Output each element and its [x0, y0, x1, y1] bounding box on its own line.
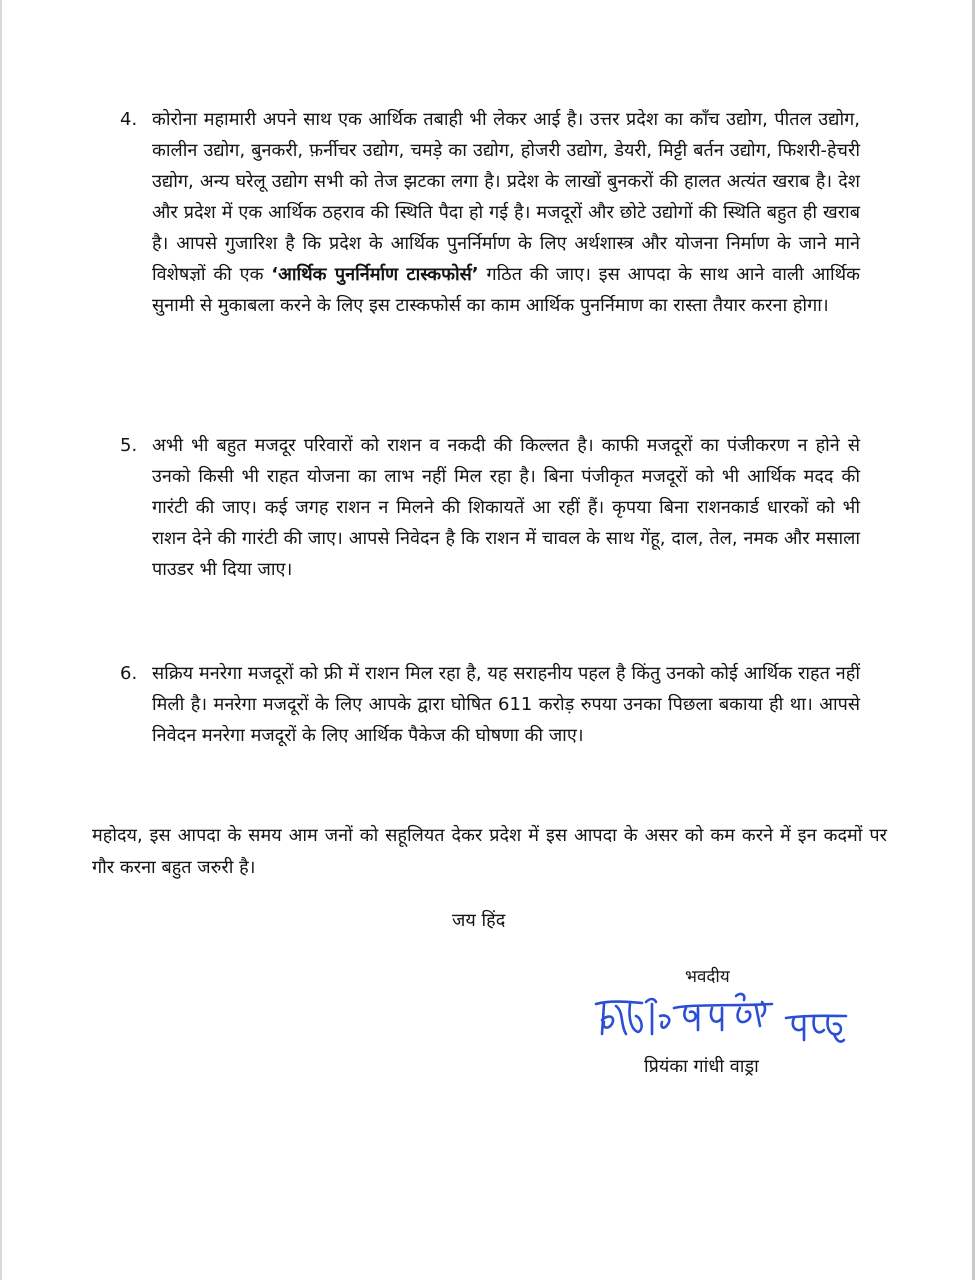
item-text-part: गठित की जाए। इस आपदा के साथ आने वाली आर्थिक सुनामी से मुकाबला करने के लिए इस टास्कफोर्स का काम आर्थिक पुनर्निमाण का रास्ता तैयार करना होगा। [152, 264, 860, 316]
item-number: 4. [120, 109, 138, 130]
item-text: सक्रिय मनरेगा मजदूरों को फ्री में राशन मिल रहा है, यह सराहनीय पहल है किंतु उनको कोई आर्थिक राहत नहीं मिली है। मनरेगा मजदूरों के लिए आपके द्वारा घोषित 611 करोड़ रुपया उनका पिछला बकाया ही था। आपसे निवेदन मनरेगा मजदूरों के लिए आर्थिक पैकेज की घोषणा की जाए। [152, 663, 860, 746]
closing-paragraph: महोदय, इस आपदा के समय आम जनों को सहूलियत देकर प्रदेश में इस आपदा के असर को कम करने में इन कदमों पर गौर करना बहुत जरुरी है। [92, 825, 887, 878]
item-text [152, 104, 860, 321]
item-number: 5. [120, 435, 138, 456]
item-text-part: कोरोना महामारी अपने साथ एक आर्थिक तबाही भी लेकर आई है। उत्तर प्रदेश का काँच उद्योग, पीतल उद्योग, कालीन उद्योग, बुनकरी, फ़र्नीचर उद्योग, चमड़े का उद्योग, होजरी उद्योग, डेयरी, मिट्टी बर्तन उद्योग, फिशरी-हेचरी उद्योग, अन्य घरेलू उद्योग सभी को तेज झटका लगा है। प्रदेश के लाखों बुनकरों की हालत अत्यंत खराब है। देश और प्रदेश में एक आर्थिक ठहराव की स्थिति पैदा हो गई है। मजदूरों और छोटे उद्योगों की स्थिति बहुत ही खराब है। आपसे गुजारिश है कि प्रदेश के आर्थिक पुनर्निर्माण के लिए अर्थशास्त्र और योजना निर्माण के जाने माने विशेषज्ञों की एक [152, 109, 860, 285]
taskforce-emphasis: ‘आर्थिक पुनर्निर्माण टास्कफोर्स’ [271, 264, 479, 285]
signer-name: प्रियंका गांधी वाड्रा [644, 1056, 759, 1077]
item-text: अभी भी बहुत मजदूर परिवारों को राशन व नकदी की किल्लत है। काफी मजदूरों का पंजीकरण न होने से उनको किसी भी राहत योजना का लाभ नहीं मिल रहा है। बिना पंजीकृत मजदूरों को भी आर्थिक मदद की गारंटी की जाए। कई जगह राशन न मिलने की शिकायतें आ रहीं हैं। कृपया बिना राशनकार्ड धारकों को भी राशन देने की गारंटी की जाए। आपसे निवेदन है कि राशन में चावल के साथ गेंहू, दाल, तेल, नमक और मसाला पाउडर भी दिया जाए। [152, 435, 860, 580]
list-item-4 [120, 104, 860, 321]
list-item-5 [120, 430, 860, 585]
list-item-6 [120, 658, 860, 751]
valediction: भवदीय [685, 967, 730, 987]
item-number: 6. [120, 663, 138, 684]
handwritten-signature [590, 990, 852, 1052]
salutation: जय हिंद [452, 910, 506, 931]
